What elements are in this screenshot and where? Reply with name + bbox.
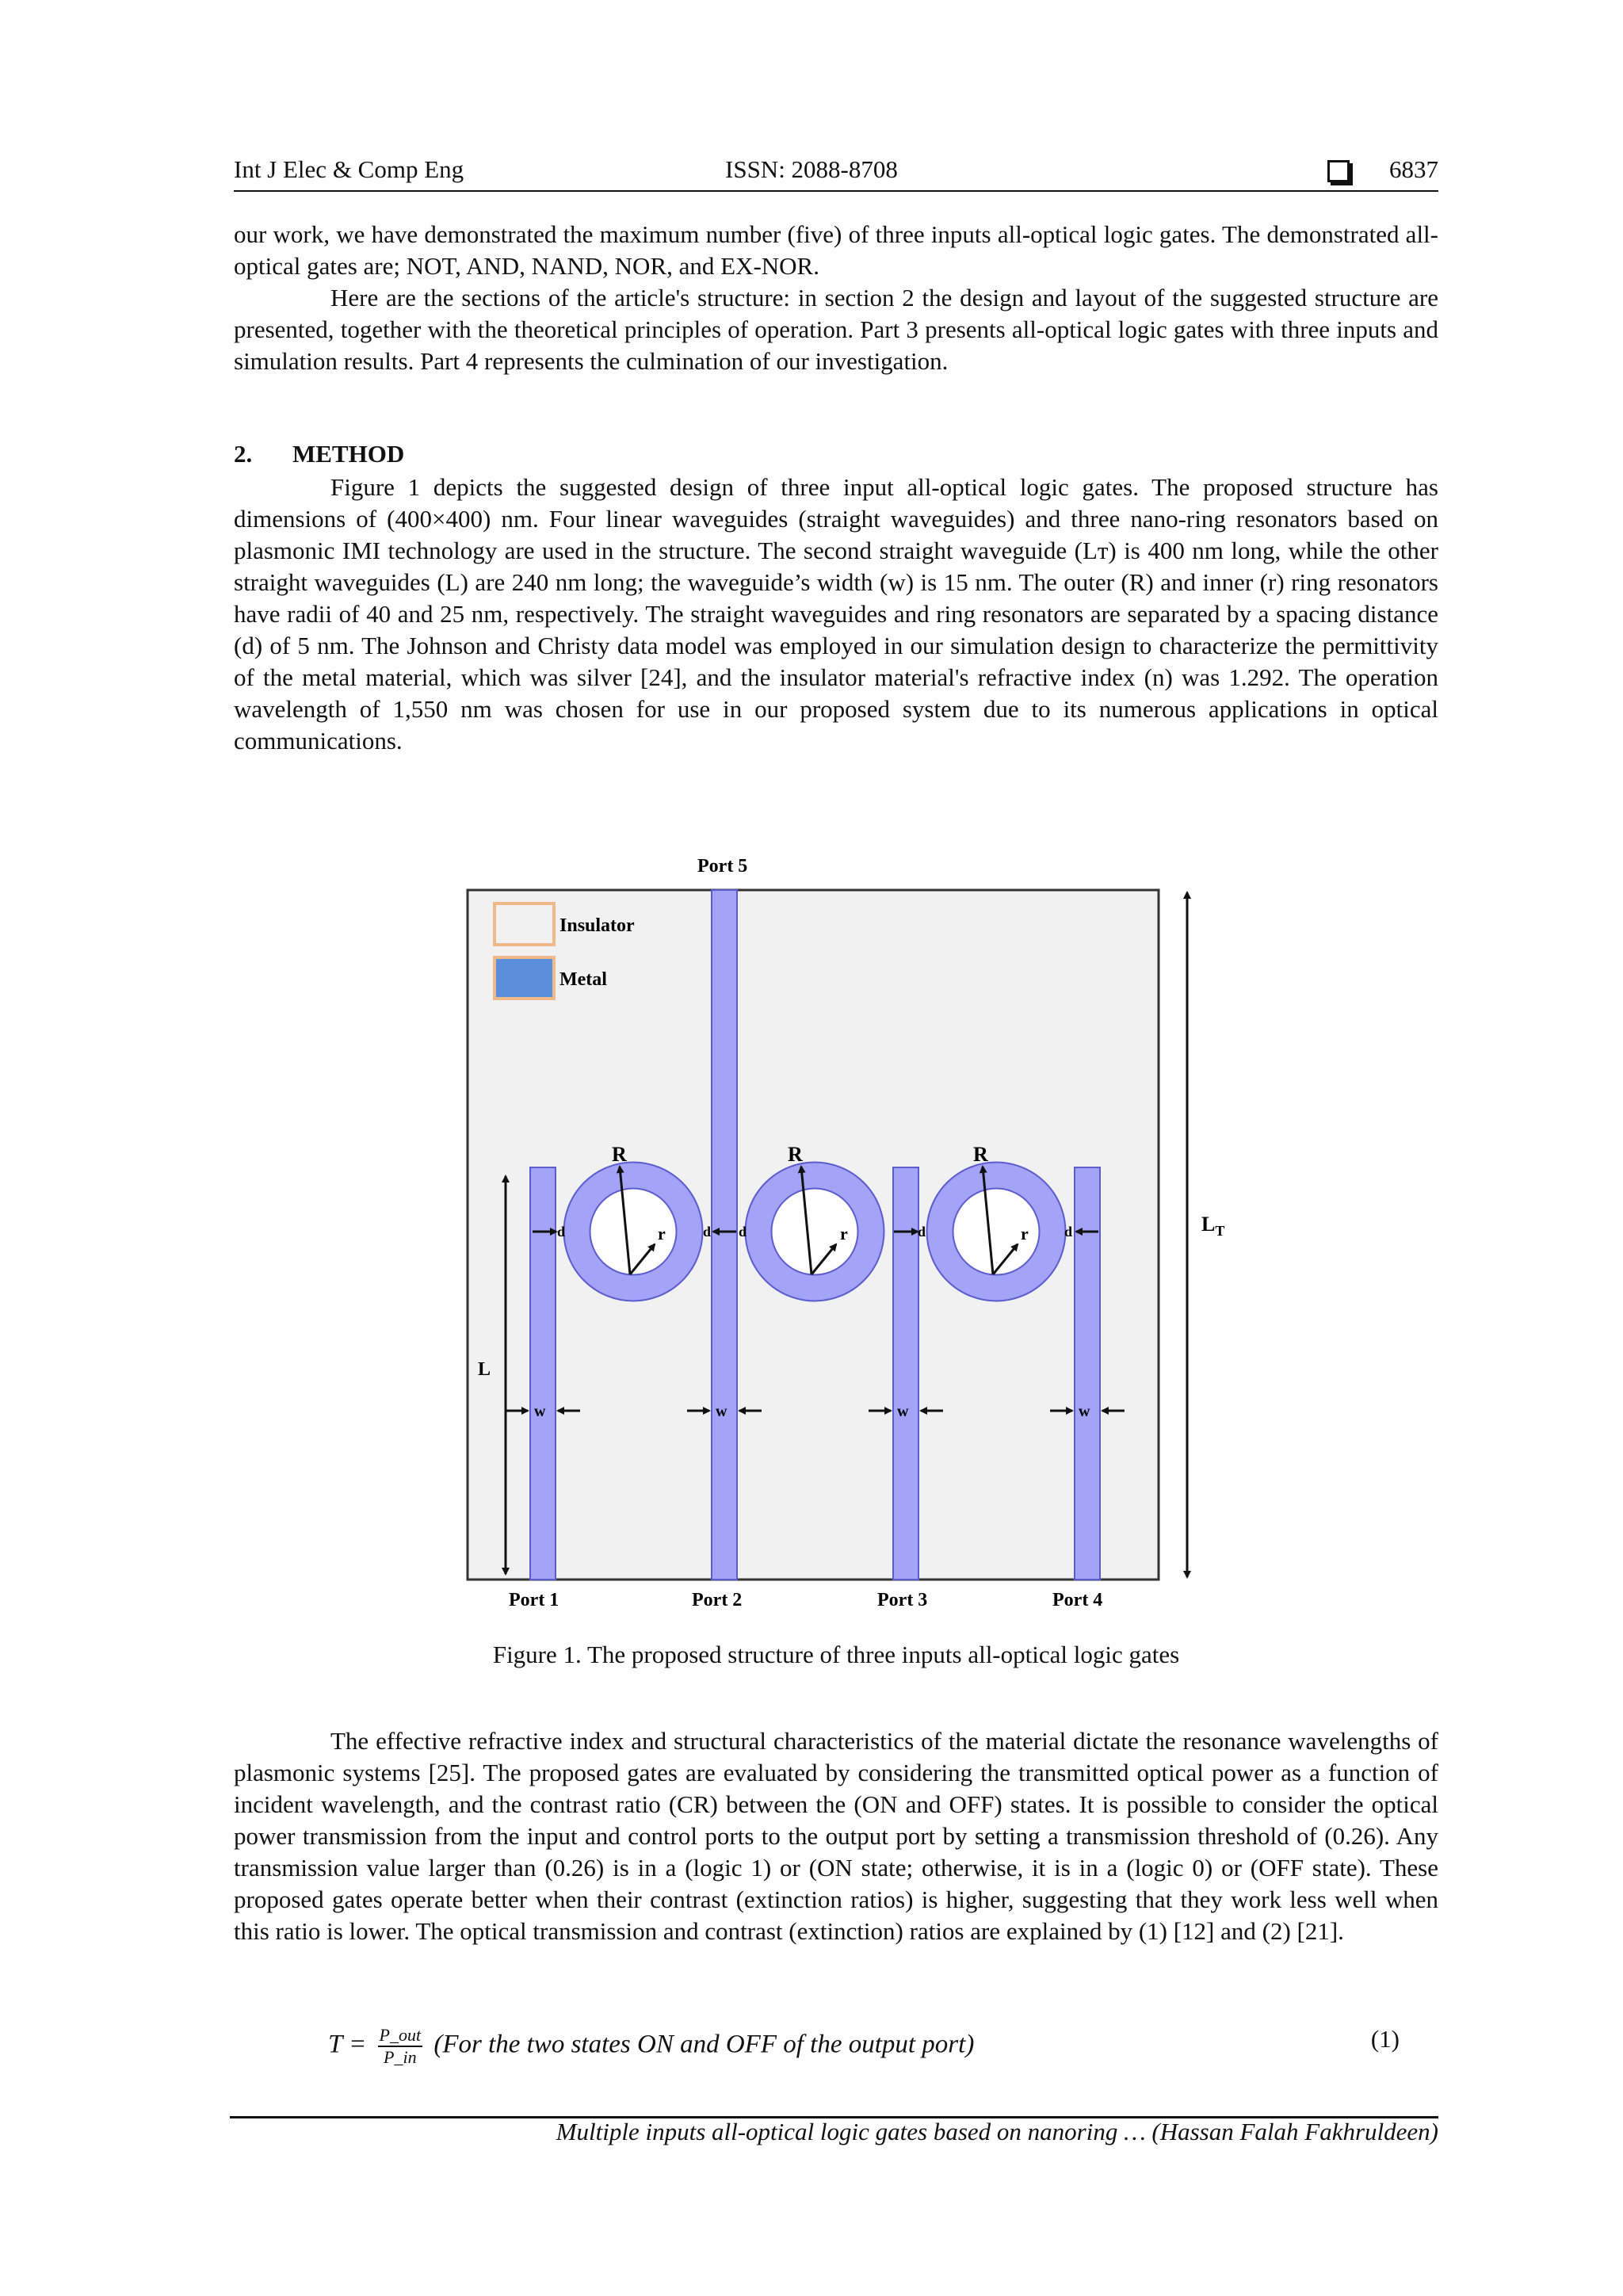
label-LT: $L_T$ bbox=[1201, 1213, 1225, 1239]
waveguide-4 bbox=[1075, 1167, 1100, 1580]
paragraph: Here are the sections of the article's structure: in section 2 the design and layout of the suggested structure are presented, together with the theoretical principles of operation. Part 3 presents all-optical logic gates with three inputs and simulation results. Part 4 represents the culmination of our investigation. bbox=[234, 284, 1438, 375]
legend-metal-swatch bbox=[495, 957, 554, 999]
legend-insulator-swatch bbox=[495, 904, 554, 945]
issn: ISSN: 2088-8708 bbox=[725, 155, 898, 183]
method-text bbox=[234, 472, 1438, 757]
section-title: METHOD bbox=[292, 440, 405, 468]
port-5-label: Port 5 bbox=[697, 856, 748, 877]
port-2-label: Port 2 bbox=[692, 1590, 743, 1610]
equation-number: (1) bbox=[1370, 2025, 1400, 2053]
label-R: R bbox=[973, 1143, 988, 1166]
label-d: d bbox=[703, 1224, 712, 1240]
intro-text bbox=[234, 219, 1438, 377]
section-heading bbox=[234, 440, 404, 468]
port-4-label: Port 4 bbox=[1052, 1590, 1103, 1610]
paragraph: Figure 1 depicts the suggested design of three input all-optical logic gates. The proposed structure has dimensions of (400×400) nm. Four linear waveguides (straight waveguides) and three nano-ring resonators based on plasmonic IMI technology are used in the structure. The second straight waveguide (Lᴛ) is 400 nm long, while the other straight waveguides (L) are 240 nm long; the waveguide’s width (w) is 15 nm. The outer (R) and inner (r) ring resonators have radii of 40 and 25 nm, respectively. The straight waveguides and ring resonators are separated by a spacing distance (d) of 5 nm. The Johnson and Christy data model was employed in our simulation design to characterize the permittivity of the metal material, which was silver [24], and the insulator material's refractive index (n) was 1.292. The operation wavelength of 1,550 nm was chosen for use in our proposed system due to its numerous applications in optical communications. bbox=[234, 473, 1438, 755]
equation-1 bbox=[328, 2025, 974, 2068]
label-w: w bbox=[897, 1403, 909, 1420]
label-d: d bbox=[557, 1224, 566, 1240]
legend-metal-label: Metal bbox=[559, 969, 607, 990]
waveguide-3 bbox=[893, 1167, 918, 1580]
equation-lhs: T = bbox=[328, 2030, 367, 2059]
dimension-LT bbox=[1187, 892, 1224, 1577]
label-d: d bbox=[918, 1224, 926, 1240]
label-w: w bbox=[716, 1403, 727, 1420]
header-rule bbox=[234, 190, 1438, 192]
label-r: r bbox=[1021, 1224, 1029, 1244]
waveguide-2 bbox=[712, 890, 737, 1580]
gap-d-marker-3 bbox=[738, 1224, 747, 1240]
section-number: 2. bbox=[234, 440, 253, 468]
label-r: r bbox=[658, 1224, 666, 1244]
waveguide-1 bbox=[530, 1167, 556, 1580]
label-w: w bbox=[534, 1403, 546, 1420]
label-r: r bbox=[840, 1224, 848, 1244]
page-number: 6837 bbox=[1389, 155, 1438, 183]
label-R: R bbox=[788, 1143, 803, 1166]
label-d: d bbox=[739, 1224, 747, 1240]
paragraph: The effective refractive index and structural characteristics of the material dictate the resonance wavelengths of plasmonic systems [25]. The proposed gates are evaluated by considering the transmitted optical power as a function of incident wavelength, and the contrast ratio (CR) between the (ON and OFF) states. It is possible to consider the optical power transmission from the input and control ports to the output port by setting a transmission threshold of (0.26). Any transmission value larger than (0.26) is in a (logic 1) or (ON state; otherwise, it is in a (logic 0) or (OFF state). These proposed gates operate better when their contrast (extinction ratios) is higher, suggesting that they work less well when this ratio is lower. The optical transmission and contrast (extinction) ratios are explained by (1) [12] and (2) [21]. bbox=[234, 1727, 1438, 1945]
figure-1 bbox=[444, 840, 1236, 1617]
paragraph: our work, we have demonstrated the maximum number (five) of three inputs all-optical logic gates. The demonstrated all-optical gates are; NOT, AND, NAND, NOR, and EX-NOR. bbox=[234, 220, 1438, 280]
square-icon bbox=[1327, 160, 1350, 182]
running-footer: Multiple inputs all-optical logic gates based on nanoring … (Hassan Falah Fakhruldeen) bbox=[556, 2118, 1438, 2145]
port-3-label: Port 3 bbox=[877, 1590, 928, 1610]
legend-insulator-label: Insulator bbox=[559, 915, 635, 936]
journal-name: Int J Elec & Comp Eng bbox=[234, 155, 464, 183]
port-1-label: Port 1 bbox=[509, 1590, 559, 1610]
figure-caption: Figure 1. The proposed structure of three inputs all-optical logic gates bbox=[492, 1641, 1180, 1668]
label-d: d bbox=[1064, 1224, 1073, 1240]
equation-text: (For the two states ON and OFF of the output port) bbox=[433, 2030, 975, 2059]
equation-numerator: P_out bbox=[378, 2025, 423, 2047]
label-L: L bbox=[478, 1359, 491, 1380]
label-R: R bbox=[612, 1143, 627, 1166]
label-w: w bbox=[1079, 1403, 1090, 1420]
equation-denominator: P_in bbox=[384, 2047, 417, 2067]
equation-fraction bbox=[378, 2025, 423, 2068]
running-header bbox=[234, 155, 1438, 190]
results-text bbox=[234, 1725, 1438, 1947]
